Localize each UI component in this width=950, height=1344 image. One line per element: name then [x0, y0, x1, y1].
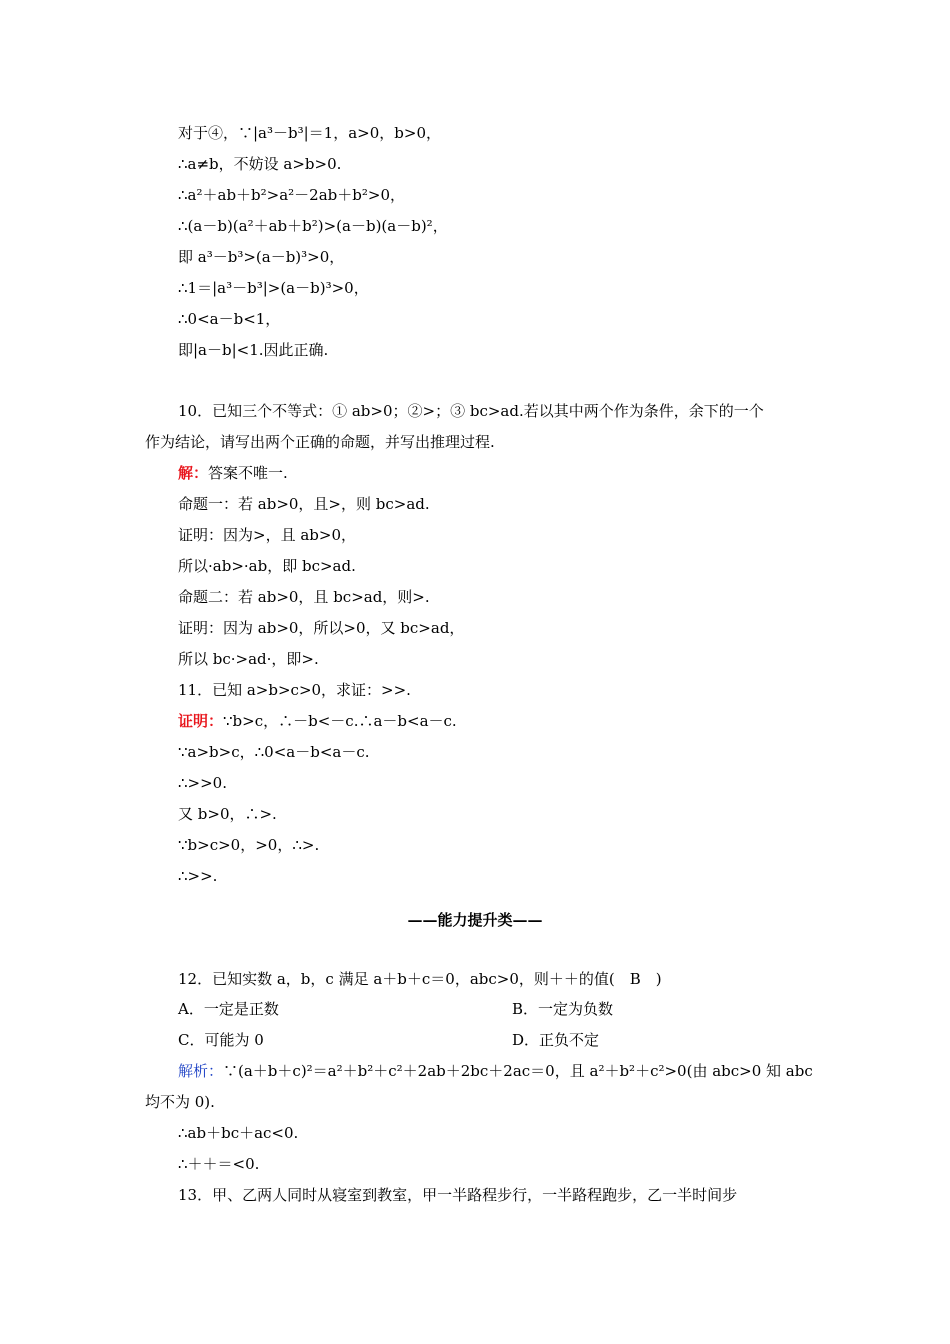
q11-line-1: ∵a>b>c，∴0<a－b<a－c.	[178, 743, 370, 761]
q10-answer-first: 答案不唯一.	[208, 464, 288, 482]
q12-analysis-label: 解析：	[178, 1062, 224, 1080]
q12-analysis-line	[178, 1061, 813, 1081]
s9-line-5: 即 a³－b³>(a－b)³>0，	[178, 248, 345, 266]
q12-analysis-cont: 均不为 0).	[145, 1093, 215, 1111]
q10-answer-line	[178, 463, 288, 483]
section-heading: ——能力提升类——	[407, 911, 543, 929]
q10-line-5: 证明：因为 ab>0，所以>0，又 bc>ad，	[178, 619, 465, 637]
q10-line-3: 所以·ab>·ab，即 bc>ad.	[178, 557, 356, 575]
q11-proof-label: 证明：	[178, 712, 224, 730]
q10-line-1: 命题一：若 ab>0，且>，则 bc>ad.	[178, 495, 430, 513]
s9-line-3: ∴a²＋ab＋b²>a²－2ab＋b²>0，	[178, 186, 406, 204]
q11-proof-line	[178, 711, 457, 731]
s9-line-4: ∴(a－b)(a²＋ab＋b²)>(a－b)(a－b)²，	[178, 217, 448, 235]
q12-option-a: A．一定是正数	[178, 1000, 279, 1018]
q12-option-d: D．正负不定	[512, 1031, 600, 1049]
q10-stem-line-1: 10．已知三个不等式：① ab>0；②>；③ bc>ad.若以其中两个作为条件，余下的一个	[178, 402, 764, 420]
q12-option-b: B．一定为负数	[512, 1000, 614, 1018]
q13-stem: 13．甲、乙两人同时从寝室到教室，甲一半路程步行，一半路程跑步，乙一半时间步	[178, 1186, 738, 1204]
q11-line-3: 又 b>0，∴>.	[178, 805, 277, 823]
q11-proof-first: ∵b>c，∴－b<－c.∴a－b<a－c.	[223, 712, 457, 730]
q10-line-4: 命题二：若 ab>0，且 bc>ad，则>.	[178, 588, 430, 606]
q11-stem: 11．已知 a>b>c>0，求证：>>.	[178, 681, 411, 699]
q12-stem: 12．已知实数 a，b，c 满足 a＋b＋c＝0，abc>0，则＋＋的值( B )	[178, 970, 662, 988]
s9-line-1: 对于④，∵|a³－b³|＝1，a>0，b>0，	[178, 124, 441, 142]
q10-solution-label: 解：	[178, 464, 209, 482]
q12-line-2: ∴＋＋＝<0.	[178, 1155, 260, 1173]
q11-line-2: ∴>>0.	[178, 774, 227, 792]
q10-line-6: 所以 bc·>ad·，即>.	[178, 650, 319, 668]
s9-line-8: 即|a－b|<1.因此正确.	[178, 341, 329, 359]
q10-line-2: 证明：因为>，且 ab>0，	[178, 526, 356, 544]
q12-line-1: ∴ab＋bc＋ac<0.	[178, 1124, 299, 1142]
q12-analysis-first: ∵(a＋b＋c)²＝a²＋b²＋c²＋2ab＋2bc＋2ac＝0，且 a²＋b²＋c²>0(由 abc>0 知 abc	[223, 1062, 813, 1080]
s9-line-6: ∴1＝|a³－b³|>(a－b)³>0，	[178, 279, 369, 297]
q11-line-4: ∵b>c>0，>0，∴>.	[178, 836, 320, 854]
q11-line-5: ∴>>.	[178, 867, 218, 885]
s9-line-2: ∴a≠b，不妨设 a>b>0.	[178, 155, 342, 173]
q10-stem-line-2: 作为结论，请写出两个正确的命题，并写出推理过程.	[145, 433, 495, 451]
q12-option-c: C．可能为 0	[178, 1031, 264, 1049]
s9-line-7: ∴0<a－b<1，	[178, 310, 281, 328]
